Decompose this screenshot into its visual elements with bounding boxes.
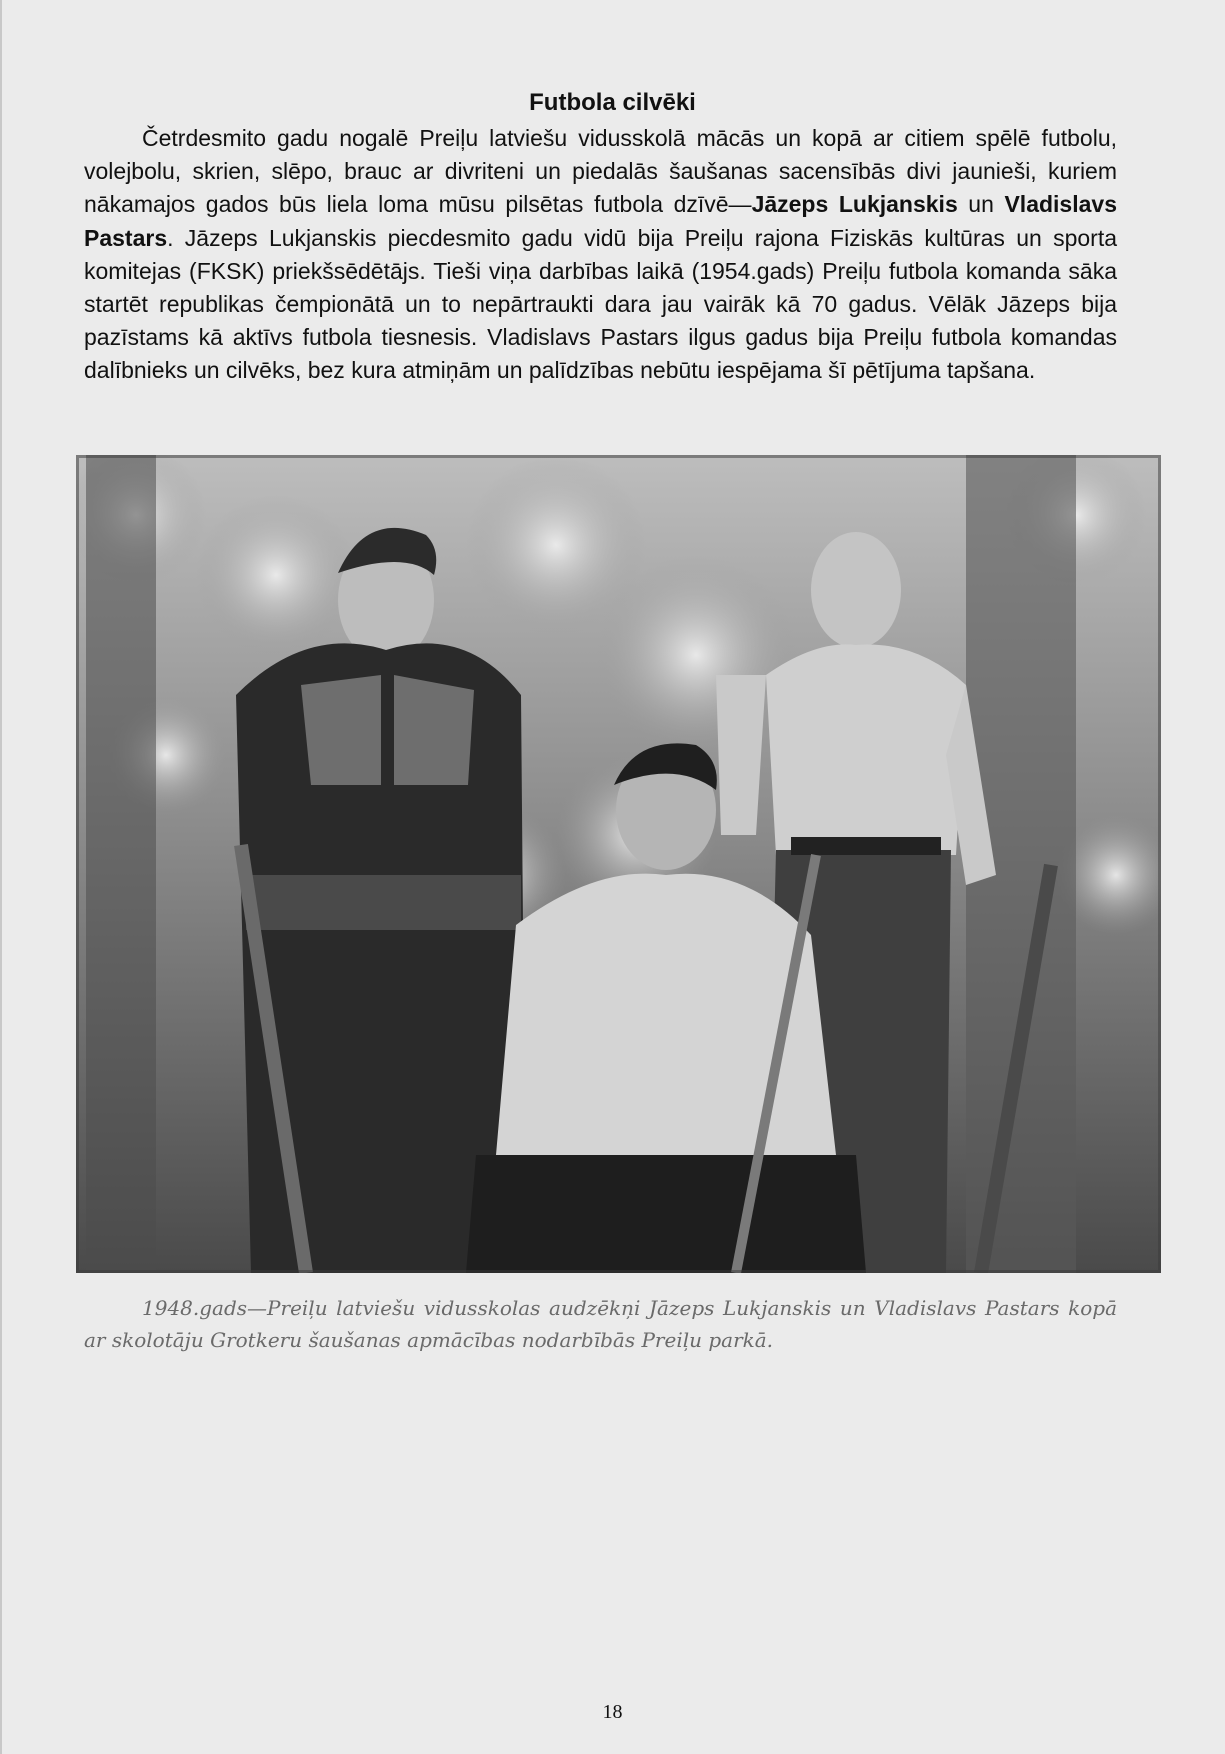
page-title: Futbola cilvēki	[529, 89, 696, 116]
body-paragraph	[84, 122, 1117, 388]
historical-photo	[76, 455, 1161, 1273]
paragraph-text-3: . Jāzeps Lukjanskis piecdesmito gadu vidū bija Preiļu rajona Fiziskās kultūras un sporta komitejas (FKSK) priekšsēdētājs. Tieši viņa darbības laikā (1954.gads) Preiļu futbola komanda sāka startēt republikas čempionātā un to nepārtraukti dara jau vairāk kā 70 gadus. Vēlāk Jāzeps bija pazīstams kā aktīvs futbola tiesnesis. Vladislavs Pastars ilgus gadus bija Preiļu futbola komandas dalībnieks un cilvēks, bez kura atmiņām un palīdzības nebūtu iespējama šī pētījuma tapšana.	[84, 224, 1117, 384]
tree-trunk-left	[86, 455, 156, 1273]
paragraph-text-1: Četrdesmito gadu nogalē Preiļu latviešu vidusskolā mācās un kopā ar citiem spēlē futbolu, volejbolu, skrien, slēpo, brauc ar divriteni un piedalās šaušanas sacensībās divi jaunieši, kuriem nākamajos gados būs liela loma mūsu pilsētas futbola dzīvē—	[84, 125, 1117, 218]
page-edge	[0, 0, 2, 1754]
page-number: 18	[602, 1701, 623, 1723]
name-lukjanskis: Jāzeps Lukjanskis	[751, 191, 958, 218]
photo-illustration	[76, 455, 1161, 1273]
name-pastars: Vladislavs Pastars	[84, 191, 1117, 251]
paragraph-text-2: un	[957, 191, 1005, 218]
photo-caption: 1948.gads—Preiļu latviešu vidusskolas audzēkņi Jāzeps Lukjanskis un Vladislavs Pastars kopā ar skolotāju Grotkeru šaušanas apmācības nodarbībās Preiļu parkā.	[84, 1296, 1117, 1352]
